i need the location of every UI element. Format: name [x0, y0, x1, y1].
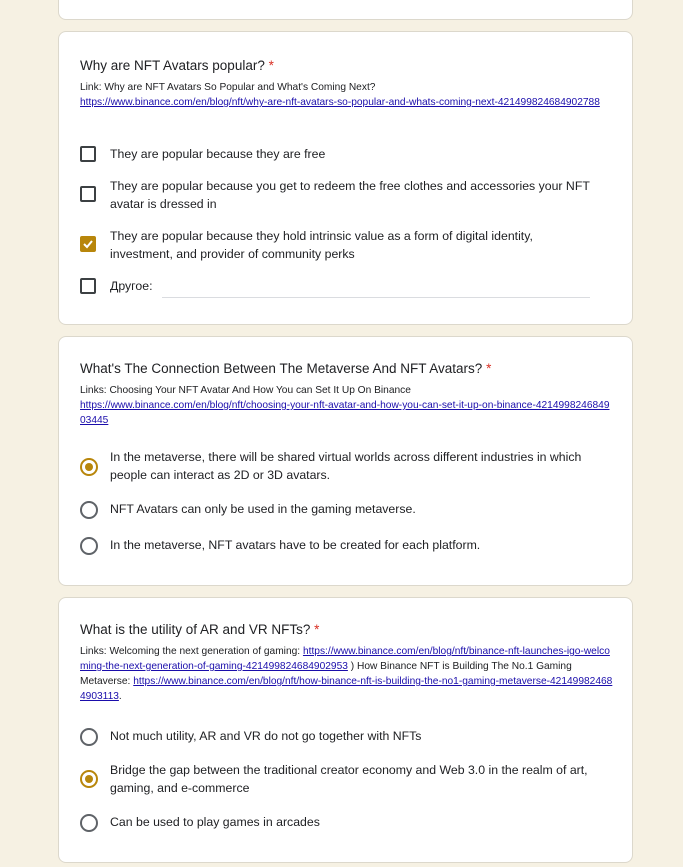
checkbox[interactable] [80, 278, 96, 294]
description-link[interactable]: https://www.binance.com/en/blog/nft/choosing-your-nft-avatar-and-how-you-can-set-it-up-on-binance-421499824684903445 [80, 400, 610, 426]
question-title: What's The Connection Between The Metaverse And NFT Avatars? * [80, 361, 492, 376]
required-asterisk: * [486, 361, 492, 376]
checkbox-checked[interactable] [80, 236, 96, 252]
question-card-metaverse-connection [58, 336, 633, 586]
description-text: Links: Welcoming the next generation of gaming: [80, 646, 301, 657]
description-link[interactable]: https://www.binance.com/en/blog/nft/why-are-nft-avatars-so-popular-and-whats-coming-next-421499824684902788 [80, 97, 600, 108]
radio-button-selected[interactable] [80, 770, 98, 788]
question-description [80, 383, 615, 428]
description-text-middle: ) How Binance NFT is Building The No.1 Gaming Metaverse: [80, 661, 572, 687]
radio-button[interactable] [80, 537, 98, 555]
description-suffix: . [118, 691, 122, 702]
option-label: They are popular because they hold intrinsic value as a form of digital identity, investment, and provider of community perks [110, 229, 533, 261]
question-description [80, 644, 615, 704]
question-description [80, 80, 615, 110]
checkbox[interactable] [80, 146, 96, 162]
previous-question-card [58, 0, 633, 20]
question-title: What is the utility of AR and VR NFTs? * [80, 622, 320, 637]
required-asterisk: * [314, 622, 320, 637]
description-link-2[interactable]: https://www.binance.com/en/blog/nft/how-binance-nft-is-building-the-no1-gaming-metaverse-421499824684903113 [80, 676, 613, 702]
check-icon [82, 238, 94, 250]
question-card-ar-vr-utility [58, 597, 633, 863]
question-card-nft-popular [58, 31, 633, 325]
radio-button[interactable] [80, 728, 98, 746]
option-label-other: Другое: [110, 279, 153, 293]
option-label: They are popular because they are free [110, 147, 326, 161]
description-text: Links: Choosing Your NFT Avatar And How You can Set It Up On Binance [80, 385, 411, 396]
option-label: In the metaverse, NFT avatars have to be created for each platform. [110, 538, 481, 552]
description-link-1[interactable]: https://www.binance.com/en/blog/nft/binance-nft-launches-igo-welcoming-the-next-generation-of-gaming-421499824684902953 [80, 646, 610, 672]
other-text-input[interactable] [162, 297, 590, 298]
option-label: Can be used to play games in arcades [110, 815, 320, 829]
option-label: They are popular because you get to redeem the free clothes and accessories your NFT avatar is dressed in [110, 179, 590, 211]
option-label: Bridge the gap between the traditional creator economy and Web 3.0 in the realm of art, gaming, and e-commerce [110, 763, 588, 795]
required-asterisk: * [268, 58, 274, 73]
radio-button[interactable] [80, 501, 98, 519]
option-label: Not much utility, AR and VR do not go together with NFTs [110, 729, 422, 743]
radio-button[interactable] [80, 814, 98, 832]
description-text: Link: Why are NFT Avatars So Popular and What's Coming Next? [80, 82, 376, 93]
radio-button-selected[interactable] [80, 458, 98, 476]
checkbox[interactable] [80, 186, 96, 202]
option-label: NFT Avatars can only be used in the gaming metaverse. [110, 502, 416, 516]
question-title: Why are NFT Avatars popular? * [80, 58, 274, 73]
option-label: In the metaverse, there will be shared virtual worlds across different industries in which people can interact as 2D or 3D avatars. [110, 450, 582, 482]
